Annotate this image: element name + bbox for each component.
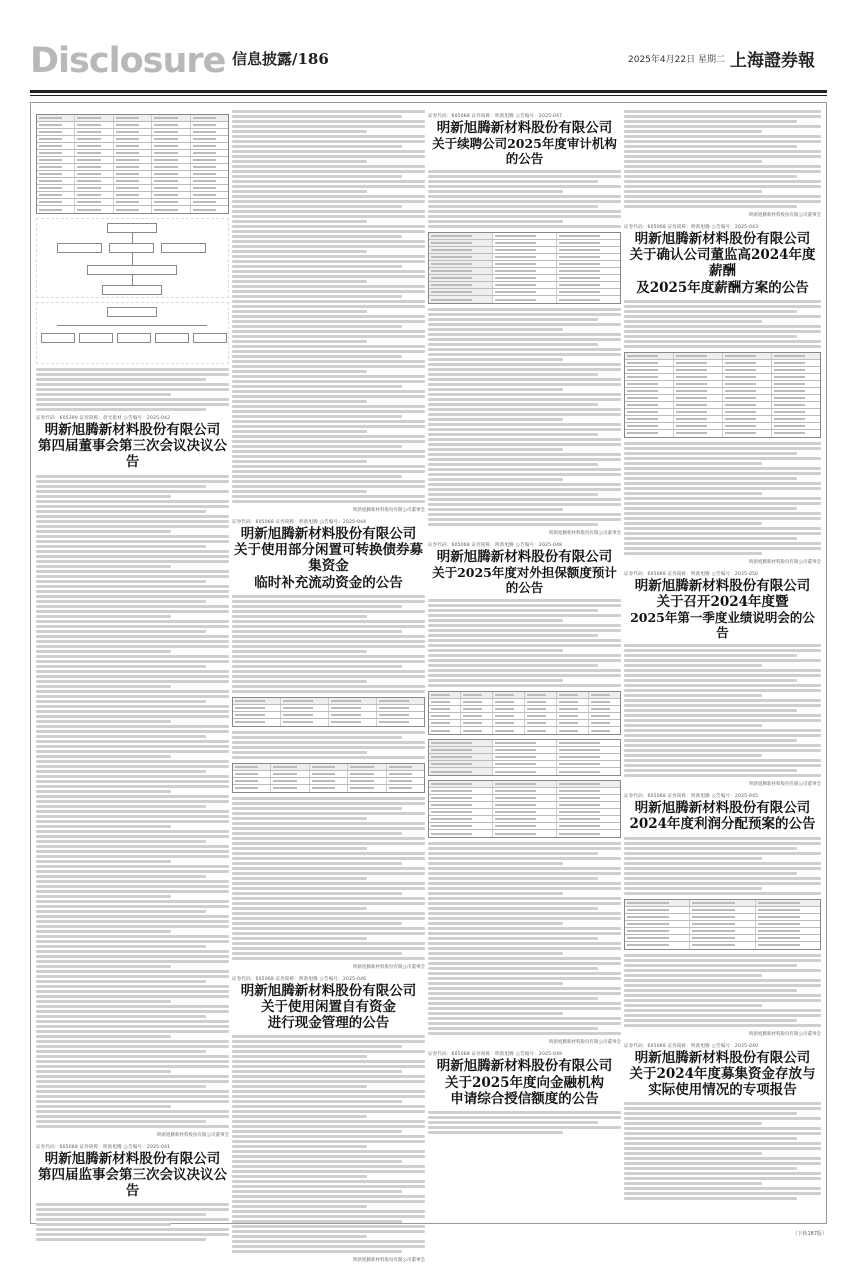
notice-title: 关于召开2024年度暨 — [656, 593, 789, 610]
body-text — [232, 731, 425, 759]
notice-title: 临时补充流动资金的公告 — [254, 574, 403, 591]
fund-usage-table — [232, 763, 425, 793]
column-3 — [428, 110, 621, 1138]
notice-title: 明新旭腾新材料股份有限公司 — [634, 800, 811, 817]
diagram-node — [102, 285, 162, 295]
masthead-rule-thin — [30, 95, 827, 96]
notice-title: 明新旭腾新材料股份有限公司 — [634, 1049, 811, 1066]
signoff: 明新旭腾新材料股份有限公司董事会 — [549, 1040, 621, 1046]
notice-title: 关于续聘公司2025年度审计机构的公告 — [432, 136, 617, 167]
notice-title: 明新旭腾新材料股份有限公司 — [634, 577, 811, 594]
paper-name: 上海證券報 — [730, 51, 815, 71]
notice-title: 关于使用闲置自有资金 — [261, 998, 396, 1015]
notice-title: 明新旭腾新材料股份有限公司 — [240, 526, 417, 542]
subsidiary-finance-table — [428, 780, 621, 838]
body-text — [428, 599, 621, 687]
notice-meta: 证券代码：605068 证券简称：明新旭腾 公告编号：2025-047 — [428, 114, 563, 119]
diagram-node — [87, 265, 177, 275]
notice-title: 明新旭腾新材料股份有限公司 — [44, 1150, 221, 1167]
notice-title: 关于使用部分闲置可转换债券募集资金 — [234, 542, 423, 575]
notice-meta: 证券代码：605399 证券简称：晨光新材 公告编号：2025-042 — [36, 416, 171, 421]
notice-meta: 证券代码：605068 证券简称：明新旭腾 公告编号：2025-045 — [624, 794, 759, 800]
notice-title: 明新旭腾新材料股份有限公司 — [436, 549, 613, 566]
signoff: 明新旭腾新材料股份有限公司董事会 — [353, 508, 425, 513]
body-text — [624, 954, 821, 1027]
body-text — [428, 842, 621, 1035]
notice-title: 2024年度利润分配预案的公告 — [629, 816, 816, 833]
notice-title: 关于2025年度对外担保额度预计的公告 — [432, 565, 617, 596]
diagram-node — [117, 333, 151, 343]
compensation-table — [624, 352, 821, 438]
notice-meta: 证券代码：605068 证券简称：明新旭腾 公告编号：2025-043 — [624, 225, 759, 230]
body-text — [624, 300, 821, 348]
body-text — [624, 837, 821, 895]
notice-title: 进行现金管理的公告 — [267, 1015, 390, 1032]
notice-title: 关于2024年度募集资金存放与 — [629, 1065, 816, 1082]
body-text — [36, 1203, 229, 1241]
notice-title: 明新旭腾新材料股份有限公司 — [436, 120, 613, 136]
guarantee-table — [428, 691, 621, 735]
body-text — [428, 170, 621, 228]
column-1 — [36, 110, 229, 1245]
column-2 — [232, 110, 425, 1269]
signoff: 明新旭腾新材料股份有限公司董事会 — [353, 1258, 425, 1264]
notice-meta: 证券代码：605068 证券简称：明新旭腾 公告编号：2025-044 — [232, 520, 367, 525]
body-text — [232, 110, 425, 503]
notice-title: 2025年第一季度业绩说明会的公告 — [630, 610, 815, 641]
notice-meta: 证券代码：605068 证券简称：明新旭腾 公告编号：2025-049 — [428, 1052, 563, 1058]
dateline: 2025年4月22日 星期二 — [628, 55, 725, 65]
body-text — [232, 1035, 425, 1253]
notice-meta: 证券代码：605068 证券简称：明新旭腾 公告编号：2025-040 — [624, 1043, 759, 1049]
body-text — [428, 308, 621, 526]
body-text — [232, 797, 425, 960]
diagram-node — [41, 333, 75, 343]
diagram-node — [57, 243, 102, 253]
notice-title: 明新旭腾新材料股份有限公司 — [44, 422, 221, 438]
notice-title: 申请综合授信额度的公告 — [450, 1090, 599, 1107]
body-text — [624, 1102, 821, 1200]
notice-title: 明新旭腾新材料股份有限公司 — [240, 982, 417, 999]
continued-note: （下转187版） — [792, 1231, 827, 1237]
signoff: 明新旭腾新材料股份有限公司董事会 — [549, 531, 621, 537]
body-text — [36, 475, 229, 1128]
diagram-node — [155, 333, 189, 343]
notice-meta: 证券代码：605068 证券简称：明新旭腾 公告编号：2025-041 — [36, 1144, 171, 1150]
ownership-diagram — [36, 218, 229, 298]
signoff: 明新旭腾新材料股份有限公司董事会 — [749, 1031, 821, 1037]
diagram-node — [107, 223, 157, 233]
financial-table — [36, 114, 229, 214]
notice-title: 关于2025年度向金融机构 — [444, 1074, 605, 1091]
notice-title: 实际使用情况的专项报告 — [648, 1081, 797, 1098]
fund-table — [232, 697, 425, 727]
masthead — [30, 38, 827, 88]
notice-meta: 证券代码：605068 证券简称：明新旭腾 公告编号：2025-050 — [624, 571, 759, 577]
notice-meta: 证券代码：605068 证券简称：明新旭腾 公告编号：2025-046 — [232, 976, 367, 982]
signoff: 明新旭腾新材料股份有限公司董事会 — [749, 213, 821, 218]
column-4 — [624, 110, 821, 1204]
notice-title: 明新旭腾新材料股份有限公司 — [634, 231, 811, 247]
body-text — [624, 442, 821, 555]
diagram-node — [107, 307, 157, 317]
diagram-node — [193, 333, 227, 343]
brand-logo: Disclosure — [30, 41, 226, 81]
masthead-rule — [30, 90, 827, 93]
notice-title: 关于确认公司董监高2024年度薪酬 — [629, 247, 816, 280]
diagram-node — [161, 243, 206, 253]
profit-table — [624, 899, 821, 950]
notice-title: 及2025年度薪酬方案的公告 — [636, 279, 809, 296]
diagram-node — [109, 243, 154, 253]
body-text — [624, 644, 821, 777]
subsidiary-diagram — [36, 302, 229, 364]
notice-title: 明新旭腾新材料股份有限公司 — [436, 1058, 613, 1075]
notice-title: 第四届监事会第三次会议决议公告 — [38, 1166, 227, 1199]
signoff: 明新旭腾新材料股份有限公司董事会 — [749, 559, 821, 565]
body-text — [36, 368, 229, 411]
body-text — [624, 110, 821, 208]
body-text — [232, 595, 425, 693]
subsidiary-info-table — [428, 739, 621, 776]
notice-meta: 证券代码：605068 证券简称：明新旭腾 公告编号：2025-048 — [428, 543, 563, 549]
signoff: 明新旭腾新材料股份有限公司董事会 — [353, 964, 425, 970]
auditor-table — [428, 232, 621, 304]
signoff: 明新旭腾新材料股份有限公司董事会 — [157, 1132, 229, 1138]
diagram-node — [79, 333, 113, 343]
body-text — [428, 1111, 621, 1134]
notice-title: 第四届董事会第三次会议决议公告 — [38, 438, 227, 471]
signoff: 明新旭腾新材料股份有限公司董事会 — [749, 782, 821, 788]
section-title: 信息披露/186 — [232, 50, 329, 68]
